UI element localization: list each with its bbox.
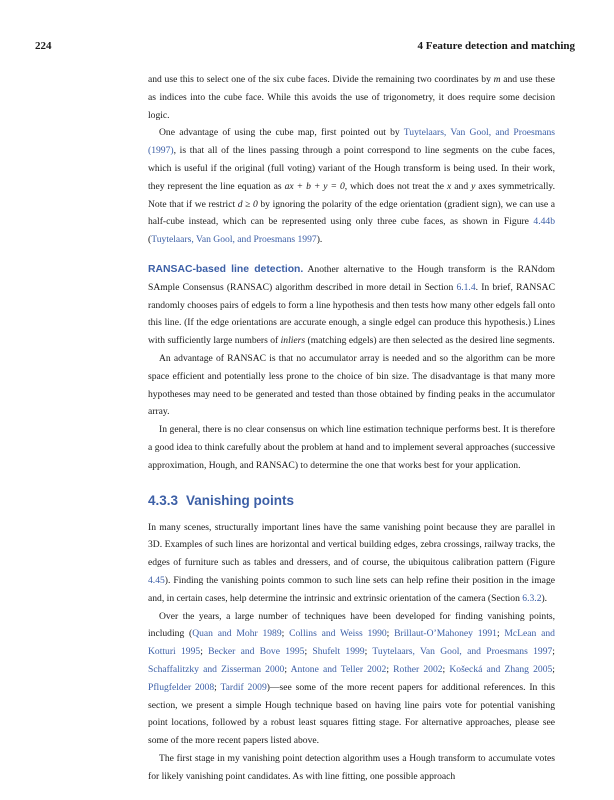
text-run: and	[451, 180, 472, 192]
text-run: ). Finding the vanishing points common to such line sets can help refine their position in the image and, in certain cases, help determine the intrinsic and extrinsic orientation of the camera (Section	[148, 574, 555, 604]
citation-link[interactable]: Becker and Bove 1995	[208, 646, 305, 658]
paragraph: In general, there is no clear consensus on which line estimation technique performs best. It is therefore a good idea to think carefully about the problem at hand and to implement several approaches (successive approximation, Hough, and RANSAC) to determine the one that works best for your application.	[148, 424, 555, 471]
separator: ;	[386, 663, 394, 675]
paragraph	[148, 71, 555, 124]
citation-link[interactable]: Košecká and Zhang 2005	[449, 663, 553, 675]
text-run: by ignoring the polarity of the edge orientation (gradient sign), we can use a half-cube instead, which can be represented using only three cube faces, as shown in Figure	[148, 198, 555, 228]
separator: ;	[442, 663, 450, 675]
math-m: m	[493, 74, 501, 85]
citation-link[interactable]: Pflugfelder 2008	[148, 681, 215, 693]
math-y: y	[471, 180, 476, 192]
text-run: , is that all of the lines passing through a point correspond to line segments on the cube faces, which is useful if the original (full voting) variant of the Hough transform is being used. In their work, they represent the line equation as	[148, 145, 555, 192]
citation-link[interactable]: Tuytelaars, Van Gool, and Proesmans (1997)	[148, 127, 555, 157]
math-x: x	[447, 180, 452, 192]
section-ref-link[interactable]: 6.1.4	[456, 281, 476, 293]
separator: ;	[496, 628, 505, 640]
citation-link[interactable]: Antone and Teller 2002	[290, 663, 387, 675]
text-run: axes symmetrically. Note that if we restrict	[148, 180, 555, 210]
paragraph: The first stage in my vanishing point detection algorithm uses a Hough transform to accumulate votes for likely vanishing point candidates. As with line fitting, one possible approach	[148, 752, 555, 782]
citation-link[interactable]: Tuytelaars, Van Gool, and Proesmans 1997	[372, 646, 553, 658]
section-ref-link[interactable]: 6.3.2	[522, 592, 542, 604]
chapter-title: 4 Feature detection and matching	[417, 40, 575, 52]
text-run: (	[148, 234, 152, 246]
text-run: (matching edgels) are then selected as the desired line segments.	[305, 335, 555, 347]
separator: ;	[552, 663, 555, 675]
text-run: In many scenes, structurally important lines have the same vanishing point because they are parallel in 3D. Examples of such lines are horizontal and vertical building edges, zebra crossings, railway tracks, the edges of furniture such as tables and dressers, and of course, the ubiquitous calibration pattern (Figure	[148, 521, 555, 569]
text-run: and use these as indices into the cube face. While this avoids the use of trigonometry, it does require some decision logic.	[148, 74, 555, 121]
text-run: . In brief, RANSAC randomly chooses pairs of edgels to form a line hypothesis and then tests how many other edgels fall onto this line. (If the edge orientations are accurate enough, a single edgel can produce this hypothesis.) Lines with sufficiently large numbers of	[148, 281, 555, 347]
text-run: One advantage of using the cube map, first pointed out by	[159, 127, 404, 139]
text-run: )—see some of the more recent papers for additional references. In this section, we present a simple Hough technique based on having line pairs vote for potential vanishing point locations, followed by a robust least squares fitting stage. For alternative approaches, please see some of the more recent papers listed above.	[148, 681, 555, 747]
section-title: Vanishing points	[186, 492, 295, 508]
run-in-heading: RANSAC-based line detection.	[148, 263, 304, 275]
citation-link[interactable]: Brillaut-O’Mahoney 1991	[394, 628, 497, 640]
text-run: and use this to select one of the six cube faces. Divide the remaining two coordinates by	[148, 74, 494, 85]
text-run: ).	[316, 234, 323, 246]
citation-link[interactable]: Quan and Mohr 1989	[192, 628, 282, 640]
body-text	[148, 71, 555, 785]
text-run: Over the years, a large number of techniques have been developed for finding vanishing points, including (	[148, 610, 555, 640]
figure-ref-link[interactable]: 4.45	[148, 574, 165, 586]
citation-link[interactable]: Tuytelaars, Van Gool, and Proesmans 1997	[151, 234, 317, 246]
separator: ;	[281, 628, 290, 640]
section-number: 4.3.3	[148, 492, 179, 508]
paragraph	[148, 519, 555, 608]
paragraph: An advantage of RANSAC is that no accumulator array is needed and so the algorithm can be more space efficient and potentially less prone to the choice of bin size. The disadvantage is that many more hypotheses may need to be generated and tested than those obtained by finding peaks in the accumulator array.	[148, 352, 555, 418]
text-run: ).	[541, 592, 548, 604]
citation-link[interactable]: Rother 2002	[393, 663, 443, 675]
citation-link[interactable]: McLean and Kotturi 1995	[148, 628, 555, 658]
citation-link[interactable]: Shufelt 1999	[312, 646, 365, 658]
separator: ;	[552, 646, 555, 658]
citation-link[interactable]: Schaffalitzky and Zisserman 2000	[148, 663, 285, 675]
page-number: 224	[35, 40, 52, 52]
citation-link[interactable]: Tardif 2009	[220, 681, 267, 693]
emphasis-inliers: inliers	[280, 335, 306, 347]
separator: ;	[200, 646, 209, 658]
math-line-equation: ax + b + y = 0	[284, 180, 345, 192]
paragraph	[148, 608, 555, 750]
separator: ;	[284, 663, 291, 675]
running-header	[35, 40, 575, 56]
math-d-constraint: d ≥ 0	[237, 198, 258, 210]
paragraph	[148, 124, 555, 249]
text-run: , which does not treat the	[344, 180, 448, 192]
separator: ;	[214, 681, 221, 693]
separator: ;	[386, 628, 395, 640]
paragraph	[148, 261, 555, 350]
separator: ;	[304, 646, 313, 658]
figure-ref-link[interactable]: 4.44b	[533, 216, 555, 228]
separator: ;	[364, 646, 373, 658]
citation-link[interactable]: Collins and Weiss 1990	[289, 628, 387, 640]
text-run: Another alternative to the Hough transform is the RANdom SAmple Consensus (RANSAC) algorithm described in more detail in Section	[148, 263, 555, 293]
section-heading	[148, 491, 555, 511]
